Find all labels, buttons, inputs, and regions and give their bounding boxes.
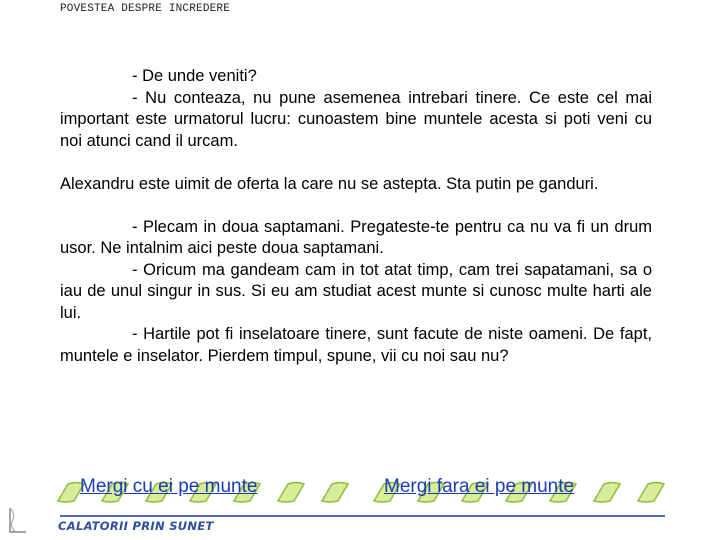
choice-link-go-without-them[interactable]: Mergi fara ei pe munte (384, 476, 575, 497)
leaf-icon (592, 481, 622, 503)
footer-divider (60, 515, 665, 517)
story-paragraph: - Nu conteaza, nu pune asemenea intrebari tinere. Ce este cel mai important este urmatorul lucru: cunoastem bine muntele acesta si poti veni cu noi atunci cand il urcam. (60, 88, 652, 150)
footer-brand-logo: CALATORII PRIN SUNET (58, 519, 214, 533)
choice-link-go-with-them[interactable]: Mergi cu ei pe munte (80, 476, 258, 497)
story-paragraph: - De unde veniti? (132, 67, 257, 85)
page-title: POVESTEA DESPRE INCREDERE (60, 3, 231, 15)
story-paragraph: - Oricum ma gandeam cam in tot atat timp, cam trei sapatamani, sa o iau de unul singur in sus. Si eu am studiat acest munte si cunosc multe harti ale lui. (60, 260, 652, 322)
leaf-icon (636, 481, 666, 503)
story-paragraph: - Hartile pot fi inselatoare tinere, sunt facute de niste oameni. De fapt, muntele e inselator. Pierdem timpul, spune, vii cu noi sau nu? (60, 325, 652, 365)
story-paragraph: Alexandru este uimit de oferta la care nu se astepta. Sta putin pe ganduri. (60, 174, 599, 193)
page-curl-icon[interactable] (6, 506, 30, 534)
story-paragraph: - Plecam in doua saptamani. Pregateste-te pentru ca nu va fi un drum usor. Ne intalnim aici peste doua saptamani. (60, 217, 652, 257)
story-text (60, 66, 652, 367)
